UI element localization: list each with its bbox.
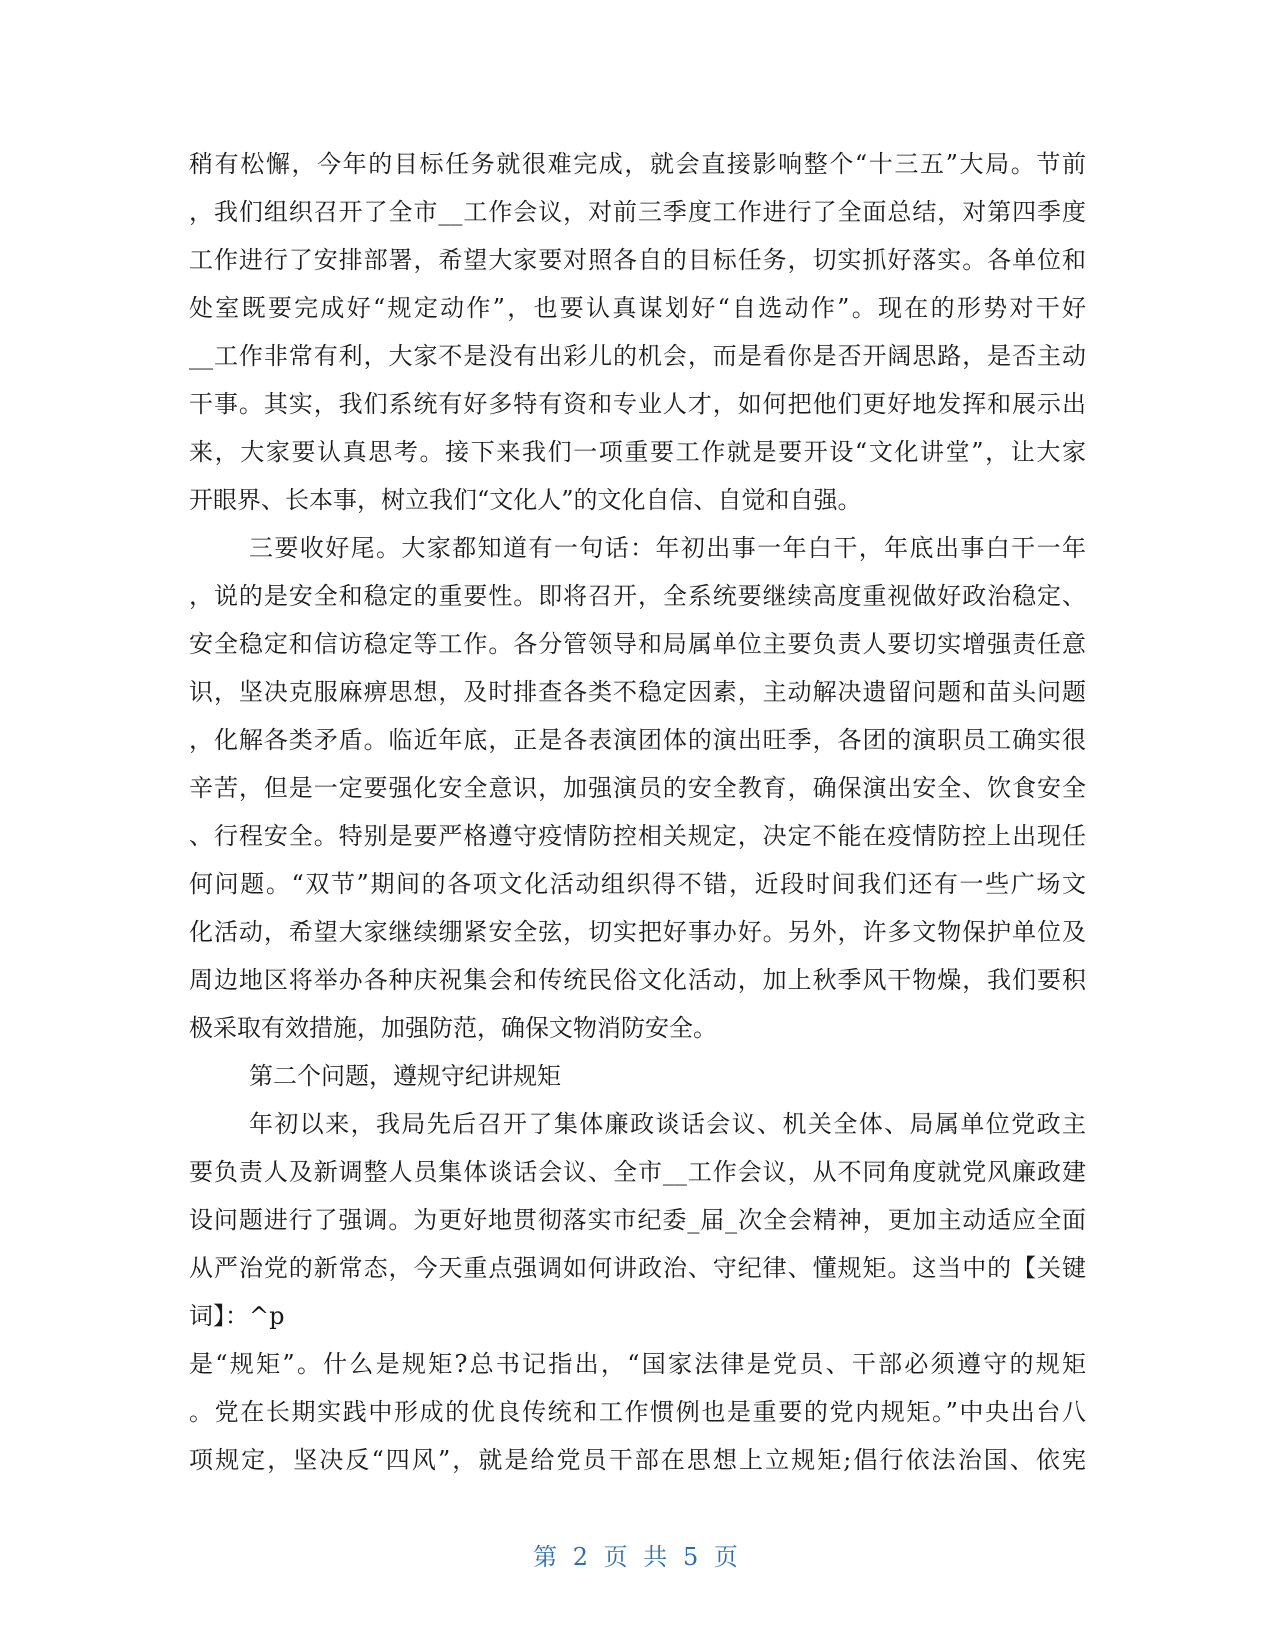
text-line: 、行程安全。特别是要严格遵守疫情防控相关规定，决定不能在疫情防控上出现任 bbox=[189, 822, 1086, 850]
paragraph-start-line: 三要收好尾。大家都知道有一句话：年初出事一年白干，年底出事白干一年 bbox=[249, 534, 1086, 562]
text-line: 工作进行了安排部署，希望大家要对照各自的目标任务，切实抓好落实。各单位和 bbox=[189, 246, 1086, 274]
text-line: 要负责人及新调整人员集体谈话会议、全市__工作会议，从不同角度就党风廉政建 bbox=[189, 1158, 1086, 1186]
text-line: 词】：^p bbox=[189, 1302, 285, 1330]
text-line: 处室既要完成好“规定动作”，也要认真谋划好“自选动作”。现在的形势对干好 bbox=[189, 294, 1086, 322]
text-line: 安全稳定和信访稳定等工作。各分管领导和局属单位主要负责人要切实增强责任意 bbox=[189, 630, 1086, 658]
text-line: 设问题进行了强调。为更好地贯彻落实市纪委_届_次全会精神，更加主动适应全面 bbox=[189, 1206, 1086, 1234]
section-heading: 第二个问题，遵规守纪讲规矩 bbox=[249, 1062, 561, 1090]
page-number-footer: 第 2 页 共 5 页 bbox=[533, 1543, 742, 1571]
text-line: 。党在长期实践中形成的优良传统和工作惯例也是重要的党内规矩。”中央出台八 bbox=[189, 1398, 1086, 1426]
text-line: 极采取有效措施，加强防范，确保文物消防安全。 bbox=[189, 1014, 717, 1042]
text-line: 项规定，坚决反“四风”，就是给党员干部在思想上立规矩;倡行依法治国、依宪 bbox=[189, 1446, 1086, 1474]
text-line: ，化解各类矛盾。临近年底，正是各表演团体的演出旺季，各团的演职员工确实很 bbox=[189, 726, 1086, 754]
document-body bbox=[189, 140, 1086, 1484]
text-line: 开眼界、长本事，树立我们“文化人”的文化自信、自觉和自强。 bbox=[189, 486, 862, 514]
text-line: 识，坚决克服麻痹思想，及时排查各类不稳定因素，主动解决遗留问题和苗头问题 bbox=[189, 678, 1086, 706]
text-line: 周边地区将举办各种庆祝集会和传统民俗文化活动，加上秋季风干物燥，我们要积 bbox=[189, 966, 1086, 994]
text-line: 化活动，希望大家继续绷紧安全弦，切实把好事办好。另外，许多文物保护单位及 bbox=[189, 918, 1086, 946]
text-line: 来，大家要认真思考。接下来我们一项重要工作就是要开设“文化讲堂”，让大家 bbox=[189, 438, 1086, 466]
text-line: 辛苦，但是一定要强化安全意识，加强演员的安全教育，确保演出安全、饮食安全 bbox=[189, 774, 1086, 802]
text-line: ，我们组织召开了全市__工作会议，对前三季度工作进行了全面总结，对第四季度 bbox=[189, 198, 1086, 226]
text-line: 何问题。“双节”期间的各项文化活动组织得不错，近段时间我们还有一些广场文 bbox=[189, 870, 1086, 898]
text-line: 是“规矩”。什么是规矩?总书记指出，“国家法律是党员、干部必须遵守的规矩 bbox=[189, 1350, 1086, 1378]
text-line: 稍有松懈，今年的目标任务就很难完成，就会直接影响整个“十三五”大局。节前 bbox=[189, 150, 1086, 178]
text-line: 干事。其实，我们系统有好多特有资和专业人才，如何把他们更好地发挥和展示出 bbox=[189, 390, 1086, 418]
text-line: ，说的是安全和稳定的重要性。即将召开，全系统要继续高度重视做好政治稳定、 bbox=[189, 582, 1086, 610]
text-line: __工作非常有利，大家不是没有出彩儿的机会，而是看你是否开阔思路，是否主动 bbox=[189, 342, 1086, 370]
text-line: 从严治党的新常态，今天重点强调如何讲政治、守纪律、懂规矩。这当中的【关键 bbox=[189, 1254, 1086, 1282]
paragraph-start-line: 年初以来，我局先后召开了集体廉政谈话会议、机关全体、局属单位党政主 bbox=[249, 1110, 1086, 1138]
